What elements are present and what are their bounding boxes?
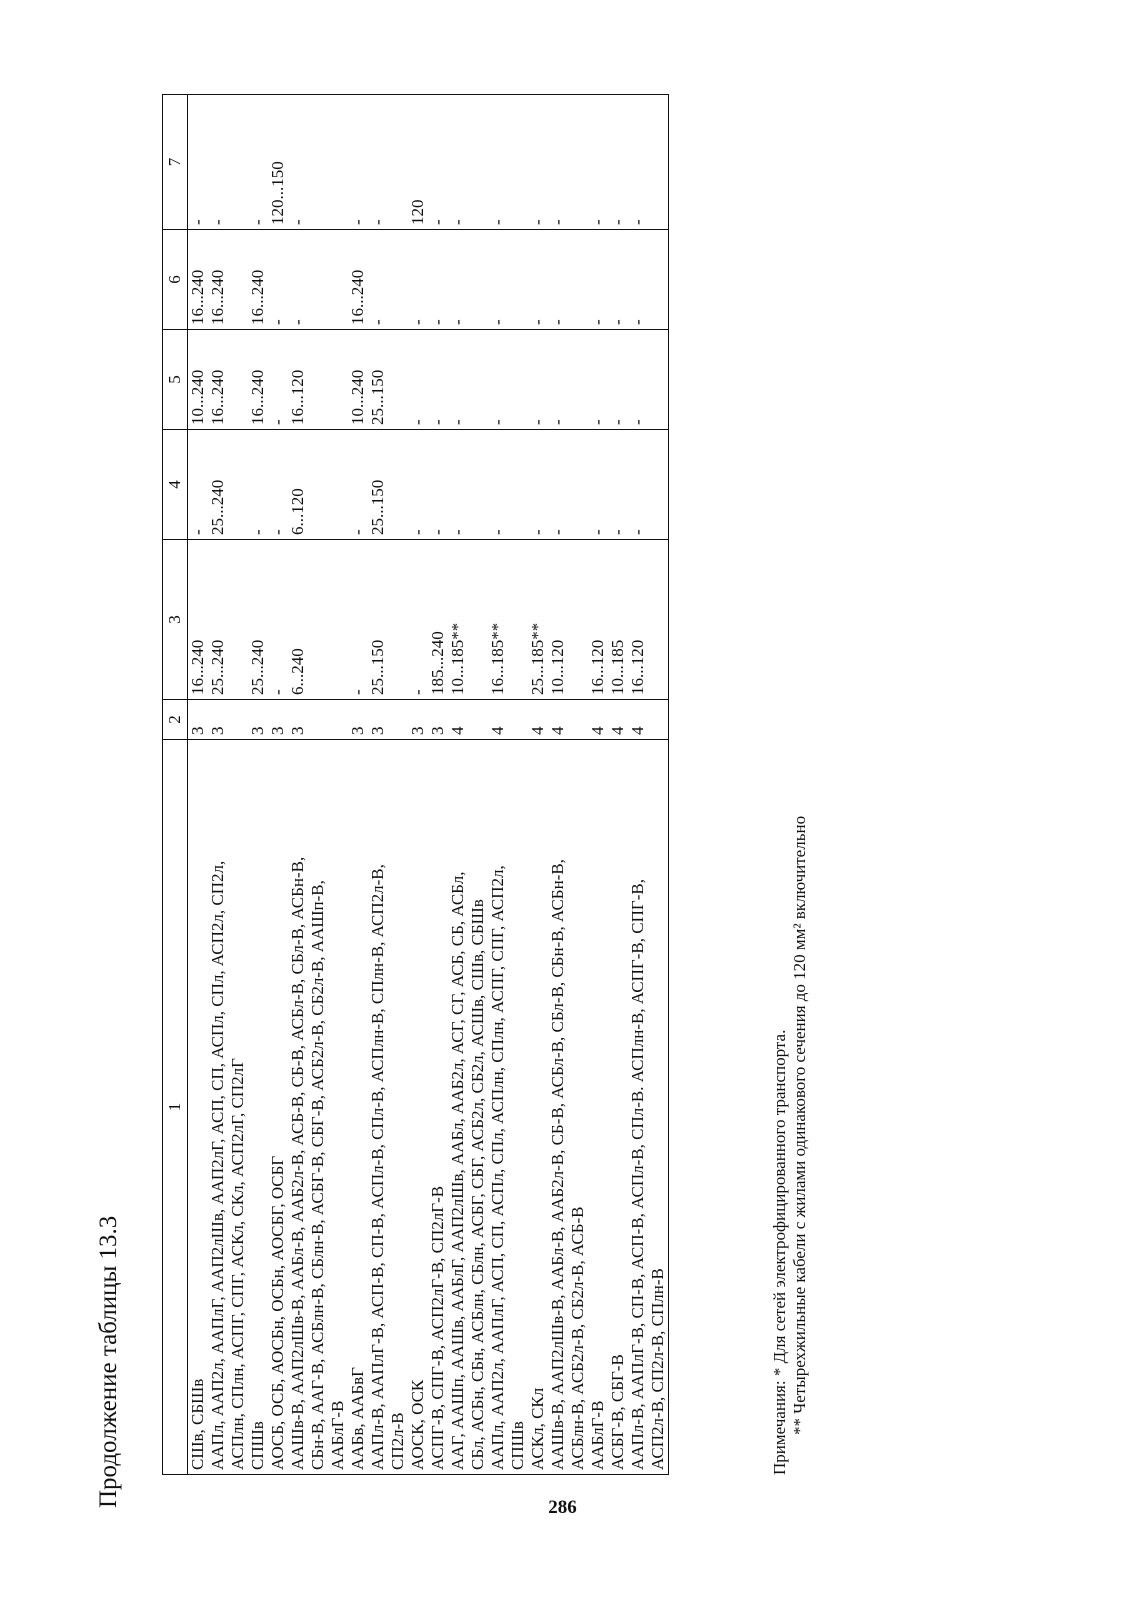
cell-line: - (288, 319, 307, 325)
cell-line: - (528, 419, 547, 425)
table-cell-c4 (408, 430, 428, 540)
table-cell-c4 (548, 430, 588, 540)
table-row (208, 95, 248, 1475)
table-cell-c5 (448, 330, 488, 430)
table-cell-c5 (628, 330, 669, 430)
cell-line: АСПлн, СПлн, АСПГ, СПГ, АСКл, СКл, АСП2лГ, СП2лГ (228, 1058, 247, 1470)
cell-line: - (548, 419, 567, 425)
cell-line: 3 (428, 726, 447, 735)
header-row (163, 95, 188, 1475)
table-cell-c4 (448, 430, 488, 540)
table-cell-c1 (488, 740, 528, 1475)
cell-line: - (428, 219, 447, 225)
cell-line: 25...150 (368, 639, 387, 695)
table-cell-c2 (188, 700, 209, 740)
cell-line: 3 (188, 726, 207, 735)
table-cell-c6 (188, 230, 209, 330)
table-body (188, 95, 669, 1475)
table-cell-c2 (528, 700, 548, 740)
table-cell-c3 (408, 540, 428, 700)
table-cell-c1 (448, 740, 488, 1475)
table-cell-c3 (268, 540, 288, 700)
cell-line: - (368, 319, 387, 325)
table-row (248, 95, 268, 1475)
cell-line: - (608, 529, 627, 535)
table-cell-c7 (448, 95, 488, 230)
table-cell-c2 (488, 700, 528, 740)
cell-line: 16...185** (488, 622, 507, 695)
cell-line: СБл, АСБн, СБн, АСБлн, СБлн, АСБГ, СБГ, АСБ2л, СБ2л, АСШв, СШв, СБШв (468, 899, 487, 1470)
table-row (268, 95, 288, 1475)
table-row (588, 95, 608, 1475)
table-row (408, 95, 428, 1475)
table-cell-c5 (288, 330, 348, 430)
table-cell-c7 (248, 95, 268, 230)
table-cell-c6 (608, 230, 628, 330)
table-cell-c7 (348, 95, 368, 230)
table-cell-c5 (408, 330, 428, 430)
table-cell-c6 (288, 230, 348, 330)
cell-line: АСП2л-В, СП2л-В, СПлн-В (648, 1268, 667, 1470)
table-cell-c3 (288, 540, 348, 700)
table-row (288, 95, 348, 1475)
table-cell-c4 (488, 430, 528, 540)
table-cell-c4 (248, 430, 268, 540)
table-cell-c5 (528, 330, 548, 430)
cell-line: - (608, 419, 627, 425)
cell-line: - (548, 529, 567, 535)
cell-line: - (348, 689, 367, 695)
cell-line: - (208, 219, 227, 225)
table-cell-c1 (368, 740, 408, 1475)
table-cell-c4 (628, 430, 669, 540)
cell-line: - (428, 419, 447, 425)
table-cell-c3 (628, 540, 669, 700)
table-cell-c7 (208, 95, 248, 230)
cell-line: ААБлГ-В (588, 1400, 607, 1470)
cell-line: - (548, 219, 567, 225)
table-row (528, 95, 548, 1475)
cell-line: ААПл-В, ААПлГ-В, АСП-В, СП-В, АСПл-В, СПл-В, АСПлн-В, СПлн-В, АСП2л-В, (368, 864, 387, 1470)
cell-line: - (628, 219, 647, 225)
cell-line: 4 (488, 726, 507, 735)
table-row (368, 95, 408, 1475)
table-caption: Продолжение таблицы 13.3 (95, 1215, 122, 1508)
cell-line: 4 (608, 726, 627, 735)
table-cell-c3 (528, 540, 548, 700)
table-cell-c7 (368, 95, 408, 230)
table-cell-c5 (488, 330, 528, 430)
cell-line: - (408, 419, 427, 425)
header-cell: 1 (163, 740, 188, 1475)
cell-line: - (628, 529, 647, 535)
cell-line: - (348, 529, 367, 535)
table-row (548, 95, 588, 1475)
table-cell-c4 (188, 430, 209, 540)
table-cell-c7 (608, 95, 628, 230)
cell-line: 6...120 (288, 488, 307, 535)
page-number: 286 (548, 1497, 577, 1518)
table-cell-c4 (608, 430, 628, 540)
cell-line: - (628, 419, 647, 425)
table-row (608, 95, 628, 1475)
cell-line: - (608, 219, 627, 225)
cell-line: - (528, 529, 547, 535)
cell-line: 10...185** (448, 622, 467, 695)
cell-line: - (188, 219, 207, 225)
cell-line: 16...240 (348, 269, 367, 325)
cell-line: 3 (288, 726, 307, 735)
table-cell-c7 (548, 95, 588, 230)
cell-line: - (588, 419, 607, 425)
cell-line: 120...150 (268, 161, 287, 225)
table-cell-c1 (208, 740, 248, 1475)
table-cell-c6 (528, 230, 548, 330)
cell-line: ААБлГ-В (328, 1400, 347, 1470)
cell-line: 3 (408, 726, 427, 735)
table-cell-c1 (548, 740, 588, 1475)
table-cell-c5 (588, 330, 608, 430)
table-cell-c5 (248, 330, 268, 430)
table-cell-c4 (348, 430, 368, 540)
table-cell-c1 (268, 740, 288, 1475)
table-cell-c1 (608, 740, 628, 1475)
table-cell-c4 (368, 430, 408, 540)
table-cell-c1 (588, 740, 608, 1475)
cell-line: 3 (208, 726, 227, 735)
table-cell-c4 (288, 430, 348, 540)
cell-line: - (268, 419, 287, 425)
table-cell-c2 (208, 700, 248, 740)
table-cell-c5 (608, 330, 628, 430)
table-row (628, 95, 669, 1475)
cell-line: - (608, 319, 627, 325)
table-cell-c7 (268, 95, 288, 230)
cell-line: - (448, 419, 467, 425)
table-cell-c1 (628, 740, 669, 1475)
cell-line: - (528, 319, 547, 325)
cell-line: 3 (268, 726, 287, 735)
cell-line: 25...240 (208, 639, 227, 695)
header-cell: 3 (163, 540, 188, 700)
table-cell-c6 (628, 230, 669, 330)
table-cell-c1 (348, 740, 368, 1475)
table-cell-c7 (628, 95, 669, 230)
table-row (488, 95, 528, 1475)
table-cell-c3 (368, 540, 408, 700)
table-cell-c7 (588, 95, 608, 230)
cell-line: 16...240 (248, 369, 267, 425)
cell-line: 25...240 (248, 639, 267, 695)
table-row (188, 95, 209, 1475)
table-cell-c4 (268, 430, 288, 540)
cell-line: 16...240 (208, 269, 227, 325)
table-cell-c2 (348, 700, 368, 740)
cell-line: АСПГ-В, СПГ-В, АСП2лГ-В, СП2лГ-В (428, 1185, 447, 1470)
cell-line: 16...120 (288, 369, 307, 425)
table-cell-c1 (428, 740, 448, 1475)
cell-line: 6...240 (288, 648, 307, 695)
table-row (348, 95, 368, 1475)
cable-table (162, 94, 669, 1475)
cell-line: 3 (348, 726, 367, 735)
table-cell-c2 (288, 700, 348, 740)
cell-line: - (428, 529, 447, 535)
table-cell-c3 (248, 540, 268, 700)
table-cell-c3 (188, 540, 209, 700)
table-cell-c3 (428, 540, 448, 700)
table-cell-c2 (628, 700, 669, 740)
table-cell-c3 (608, 540, 628, 700)
table-cell-c4 (428, 430, 448, 540)
table-cell-c3 (448, 540, 488, 700)
table-cell-c1 (528, 740, 548, 1475)
table-cell-c5 (208, 330, 248, 430)
cell-line: - (248, 529, 267, 535)
note-line: Примечания: * Для сетей электрофицированного транспорта. (770, 1029, 789, 1475)
notes (770, 816, 810, 1475)
cell-line: ААПл-В, ААПлГ-В, СП-В, АСП-В, АСПл-В, СПл-В. АСПлн-В, АСПГ-В, СПГ-В, (628, 879, 647, 1470)
cell-line: - (408, 529, 427, 535)
table-cell-c5 (368, 330, 408, 430)
cell-line: 25...185** (528, 622, 547, 695)
table-cell-c6 (548, 230, 588, 330)
table-cell-c2 (448, 700, 488, 740)
cell-line: - (488, 319, 507, 325)
cell-line: 10...240 (348, 369, 367, 425)
header-cell: 6 (163, 230, 188, 330)
cell-line: 10...185 (608, 639, 627, 695)
cell-line: - (488, 419, 507, 425)
table-cell-c7 (428, 95, 448, 230)
header-cell: 2 (163, 700, 188, 740)
note-line: ** Четырехжильные кабели с жилами одинакового сечения до 120 мм² включительно (790, 815, 809, 1435)
cell-line: - (448, 319, 467, 325)
cell-line: - (448, 529, 467, 535)
cell-line: 4 (588, 726, 607, 735)
table-cell-c7 (288, 95, 348, 230)
table-cell-c6 (448, 230, 488, 330)
cell-line: - (488, 219, 507, 225)
table-cell-c2 (608, 700, 628, 740)
cell-line: - (548, 319, 567, 325)
cell-line: 4 (448, 726, 467, 735)
cell-line: - (188, 529, 207, 535)
cell-line: АОСБ, ОСБ, АОСБн, ОСБн, АОСБГ, ОСБГ (268, 1155, 287, 1470)
cell-line: ААПл, ААП2л, ААПлГ, АСП, СП, АСПл, СПл, АСПлн, СПлн, АСПГ, СПГ, АСП2л, (488, 865, 507, 1470)
table-cell-c6 (248, 230, 268, 330)
cell-line: - (428, 319, 447, 325)
cell-line: 185...240 (428, 631, 447, 695)
header-cell: 4 (163, 430, 188, 540)
table-cell-c6 (208, 230, 248, 330)
cell-line: - (268, 529, 287, 535)
table-cell-c4 (588, 430, 608, 540)
table-cell-c7 (408, 95, 428, 230)
table-cell-c5 (188, 330, 209, 430)
cell-line: - (268, 689, 287, 695)
table-cell-c2 (268, 700, 288, 740)
cell-line: СП2л-В (388, 1412, 407, 1470)
cell-line: 3 (248, 726, 267, 735)
header-cell: 5 (163, 330, 188, 430)
table-cell-c2 (588, 700, 608, 740)
cell-line: - (368, 219, 387, 225)
cell-line: 4 (628, 726, 647, 735)
cell-line: - (268, 319, 287, 325)
cell-line: АСБлн-В, АСБ2л-В, СБ2л-В, АСБ-В (568, 1206, 587, 1470)
table-cell-c1 (248, 740, 268, 1475)
cell-line: - (448, 219, 467, 225)
cell-line: 16...240 (248, 269, 267, 325)
table-cell-c3 (488, 540, 528, 700)
cell-line: ААБв, ААБвГ (348, 1366, 367, 1470)
cell-line: 16...240 (188, 269, 207, 325)
table-cell-c3 (208, 540, 248, 700)
cell-line: СШв, СБШв (188, 1378, 207, 1470)
cell-line: АОСК, ОСК (408, 1379, 427, 1470)
table-cell-c6 (588, 230, 608, 330)
table-cell-c7 (528, 95, 548, 230)
table-cell-c1 (288, 740, 348, 1475)
table-cell-c5 (268, 330, 288, 430)
cell-line: ААПл, ААП2л, ААПлГ, ААП2лШв, ААП2лГ, АСП, СП, АСПл, СПл, АСП2л, СП2л, (208, 860, 227, 1470)
cell-line: 10...240 (188, 369, 207, 425)
cell-line: 10...120 (548, 639, 567, 695)
cell-line: - (588, 219, 607, 225)
table-cell-c3 (348, 540, 368, 700)
cell-line: - (408, 319, 427, 325)
table-cell-c6 (348, 230, 368, 330)
table-cell-c1 (408, 740, 428, 1475)
cell-line: СПШв (248, 1421, 267, 1470)
table-cell-c2 (368, 700, 408, 740)
cell-line: - (288, 219, 307, 225)
cell-line: 120 (408, 199, 427, 225)
cell-line: 3 (368, 726, 387, 735)
table-cell-c6 (408, 230, 428, 330)
table-cell-c2 (248, 700, 268, 740)
cell-line: 16...240 (208, 369, 227, 425)
cell-line: ААШв-В, ААП2лШв-В, ААБл-В, ААБ2л-В, АСБ-В, СБ-В, АСБл-В, СБл-В, АСБн-В, (288, 856, 307, 1470)
header-cell: 7 (163, 95, 188, 230)
cell-line: - (588, 319, 607, 325)
cell-line: 16...120 (628, 639, 647, 695)
cell-line: АСБГ-В, СБГ-В (608, 1354, 627, 1470)
cell-line: 16...240 (188, 639, 207, 695)
cell-line: - (348, 219, 367, 225)
table-cell-c3 (588, 540, 608, 700)
table-row (428, 95, 448, 1475)
table-cell-c7 (488, 95, 528, 230)
cell-line: - (588, 529, 607, 535)
cell-line: 4 (528, 726, 547, 735)
table-cell-c3 (548, 540, 588, 700)
cell-line: СПШв (508, 1421, 527, 1470)
cell-line: ААГ, ААШп, ААШв, ААБлГ, ААП2лШв, ААБл, ААБ2л, АСГ, СГ, АСБ, СБ, АСБл, (448, 871, 467, 1470)
table-row (448, 95, 488, 1475)
cell-line: - (488, 529, 507, 535)
cell-line: ААШв-В, ААП2лШв-В, ААБл-В, ААБ2л-В, СБ-В, АСБл-В, СБл-В, СБн-В, АСБн-В, (548, 859, 567, 1470)
table-cell-c4 (208, 430, 248, 540)
table-cell-c1 (188, 740, 209, 1475)
cell-line: 25...150 (368, 369, 387, 425)
table-cell-c7 (188, 95, 209, 230)
table-cell-c2 (428, 700, 448, 740)
cell-line: СБн-В, ААГ-В, АСБлн-В, СБлн-В, АСБГ-В, СБГ-В, АСБ2л-В, СБ2л-В, ААШп-В, (308, 880, 327, 1470)
cell-line: 16...120 (588, 639, 607, 695)
table-cell-c5 (348, 330, 368, 430)
table-cell-c6 (268, 230, 288, 330)
table-cell-c6 (368, 230, 408, 330)
cell-line: АСКл, СКл (528, 1387, 547, 1470)
table-cell-c4 (528, 430, 548, 540)
cell-line: - (248, 219, 267, 225)
table-cell-c5 (548, 330, 588, 430)
cell-line: 25...150 (368, 479, 387, 535)
cell-line: - (528, 219, 547, 225)
cell-line: 4 (548, 726, 567, 735)
table-cell-c6 (488, 230, 528, 330)
table-cell-c2 (548, 700, 588, 740)
cell-line: - (628, 319, 647, 325)
cell-line: - (408, 689, 427, 695)
table-cell-c5 (428, 330, 448, 430)
table-cell-c2 (408, 700, 428, 740)
table-cell-c6 (428, 230, 448, 330)
cell-line: 25...240 (208, 479, 227, 535)
